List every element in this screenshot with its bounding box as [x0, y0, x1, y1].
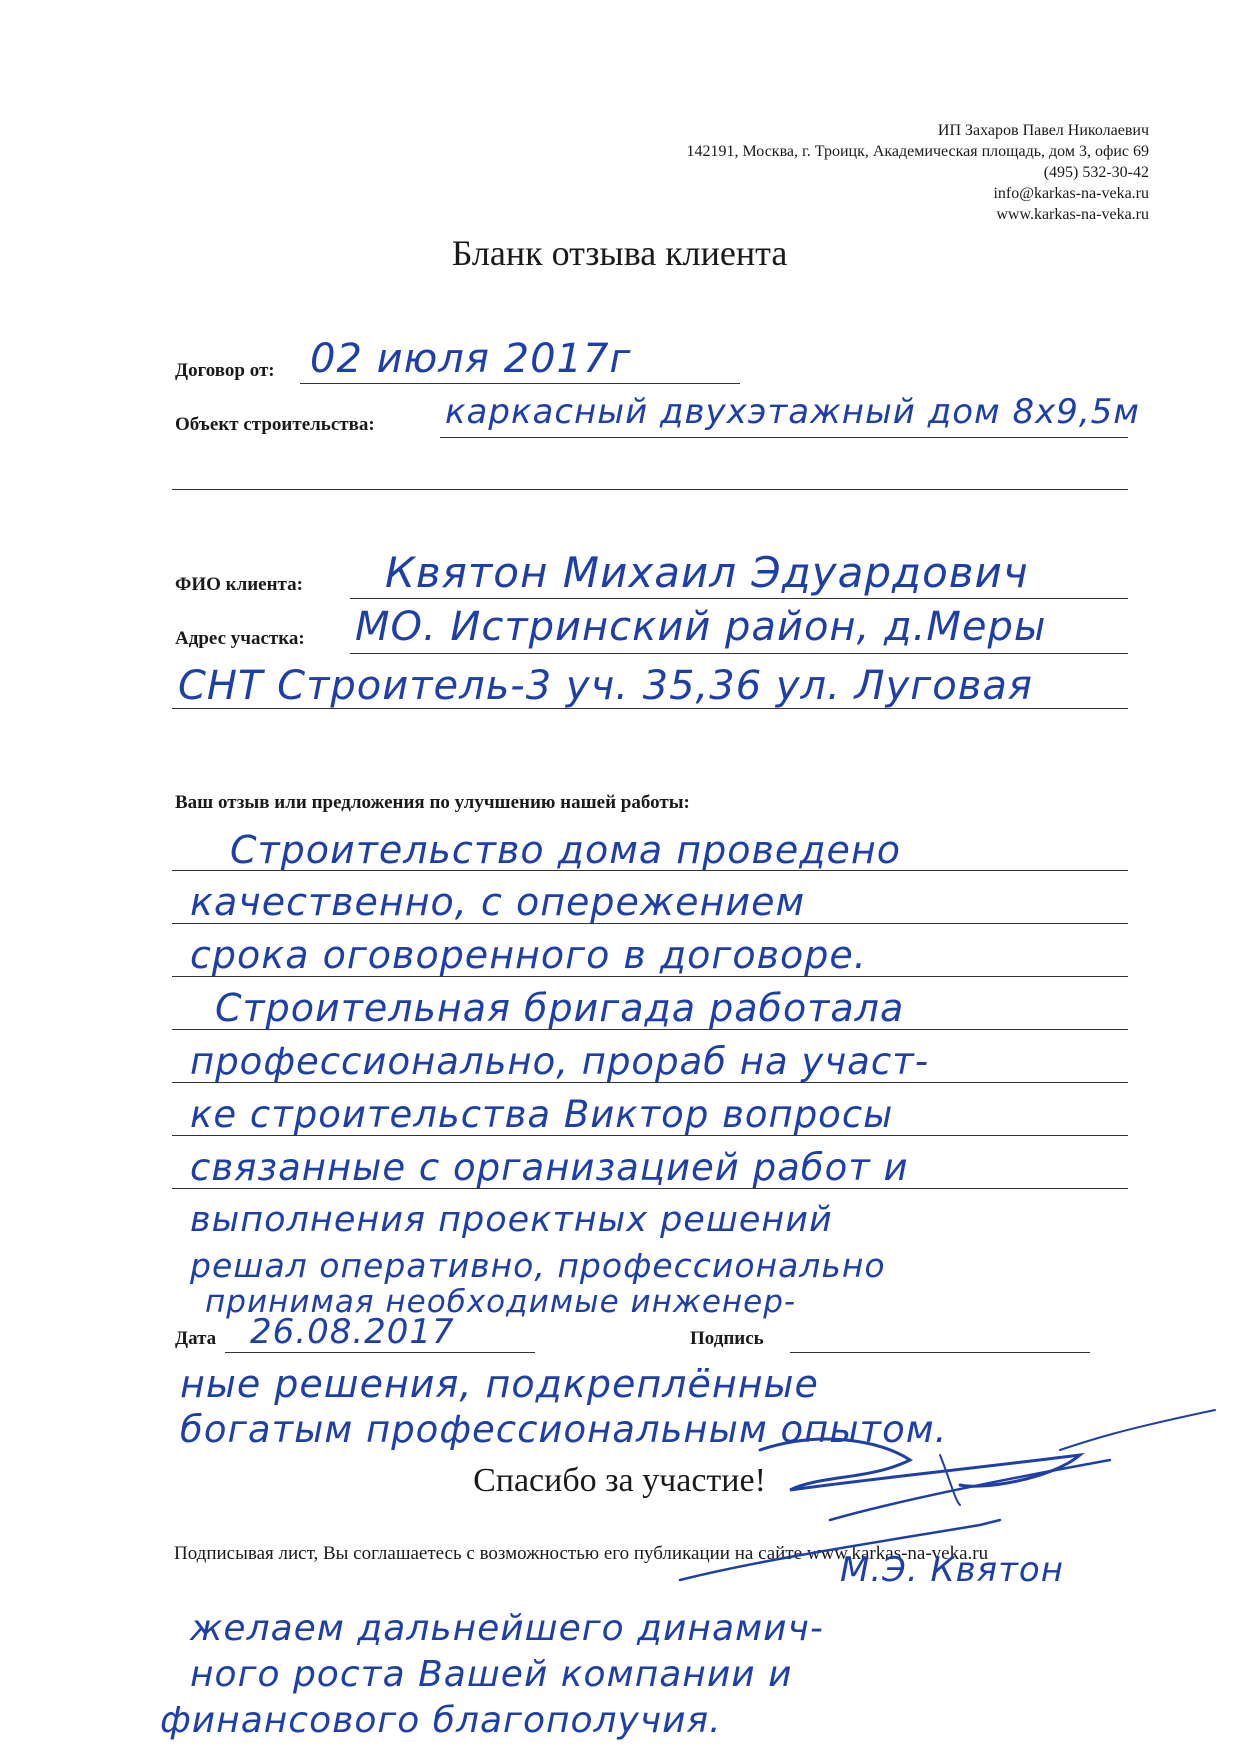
form-title: Бланк отзыва клиента [451, 233, 788, 273]
company-address: 142191, Москва, г. Троицк, Академическая площадь, дом 3, офис 69 [686, 143, 1149, 160]
review-line-2: качественно, с опережением [190, 880, 806, 924]
closing-line-3: финансового благополучия. [160, 1700, 722, 1741]
review-line-6: ке строительства Виктор вопросы [190, 1093, 894, 1136]
company-website: www.karkas-na-veka.ru [996, 206, 1149, 223]
company-name: ИП Захаров Павел Николаевич [937, 122, 1149, 139]
review-line-3: срока оговоренного в договоре. [190, 933, 867, 977]
review-line-4: Строительная бригада работала [215, 986, 905, 1030]
signature-label: Подпись [690, 1328, 764, 1349]
object-label: Объект строительства: [175, 414, 375, 435]
closing-line-2: ного роста Вашей компании и [190, 1654, 793, 1695]
date-label: Дата [175, 1328, 217, 1349]
review-line-7: связанные с организацией работ и [190, 1146, 909, 1189]
consent-text: Подписывая лист, Вы соглашаетесь с возможностью его публикации на сайте www.karkas-na-veka.ru [174, 1543, 989, 1564]
review-line-5: профессионально, прораб на участ- [190, 1040, 930, 1083]
closing-line-1: желаем дальнейшего динамич- [190, 1608, 824, 1649]
review-line-1: Строительство дома проведено [230, 828, 901, 872]
contract-value: 02 июля 2017г [310, 336, 632, 382]
object-value: каркасный двухэтажный дом 8х9,5м [445, 392, 1140, 432]
contract-label: Договор от: [175, 360, 275, 381]
address-line2: СНТ Строитель-3 уч. 35,36 ул. Луговая [178, 663, 1033, 709]
client-value: Квятон Михаил Эдуардович [385, 548, 1029, 597]
review-line-8: выполнения проектных решений [190, 1200, 833, 1240]
company-email: info@karkas-na-veka.ru [993, 185, 1149, 202]
address-label: Адрес участка: [175, 628, 305, 649]
review-cont-line-2: богатым профессиональным опытом. [180, 1408, 948, 1451]
date-value: 26.08.2017 [250, 1312, 455, 1352]
review-label: Ваш отзыв или предложения по улучшению нашей работы: [175, 792, 690, 813]
review-cont-line-1: ные решения, подкреплённые [180, 1362, 819, 1406]
company-phone: (495) 532-30-42 [1043, 164, 1149, 181]
review-line-9: решал оперативно, профессионально [190, 1246, 886, 1285]
review-line-10: принимая необходимые инженер- [205, 1284, 797, 1320]
client-label: ФИО клиента: [175, 574, 303, 595]
address-line1: МО. Истринский район, д.Меры [355, 604, 1047, 650]
thanks-text: Спасибо за участие! [473, 1462, 766, 1499]
signer-name: М.Э. Квятон [840, 1550, 1064, 1590]
